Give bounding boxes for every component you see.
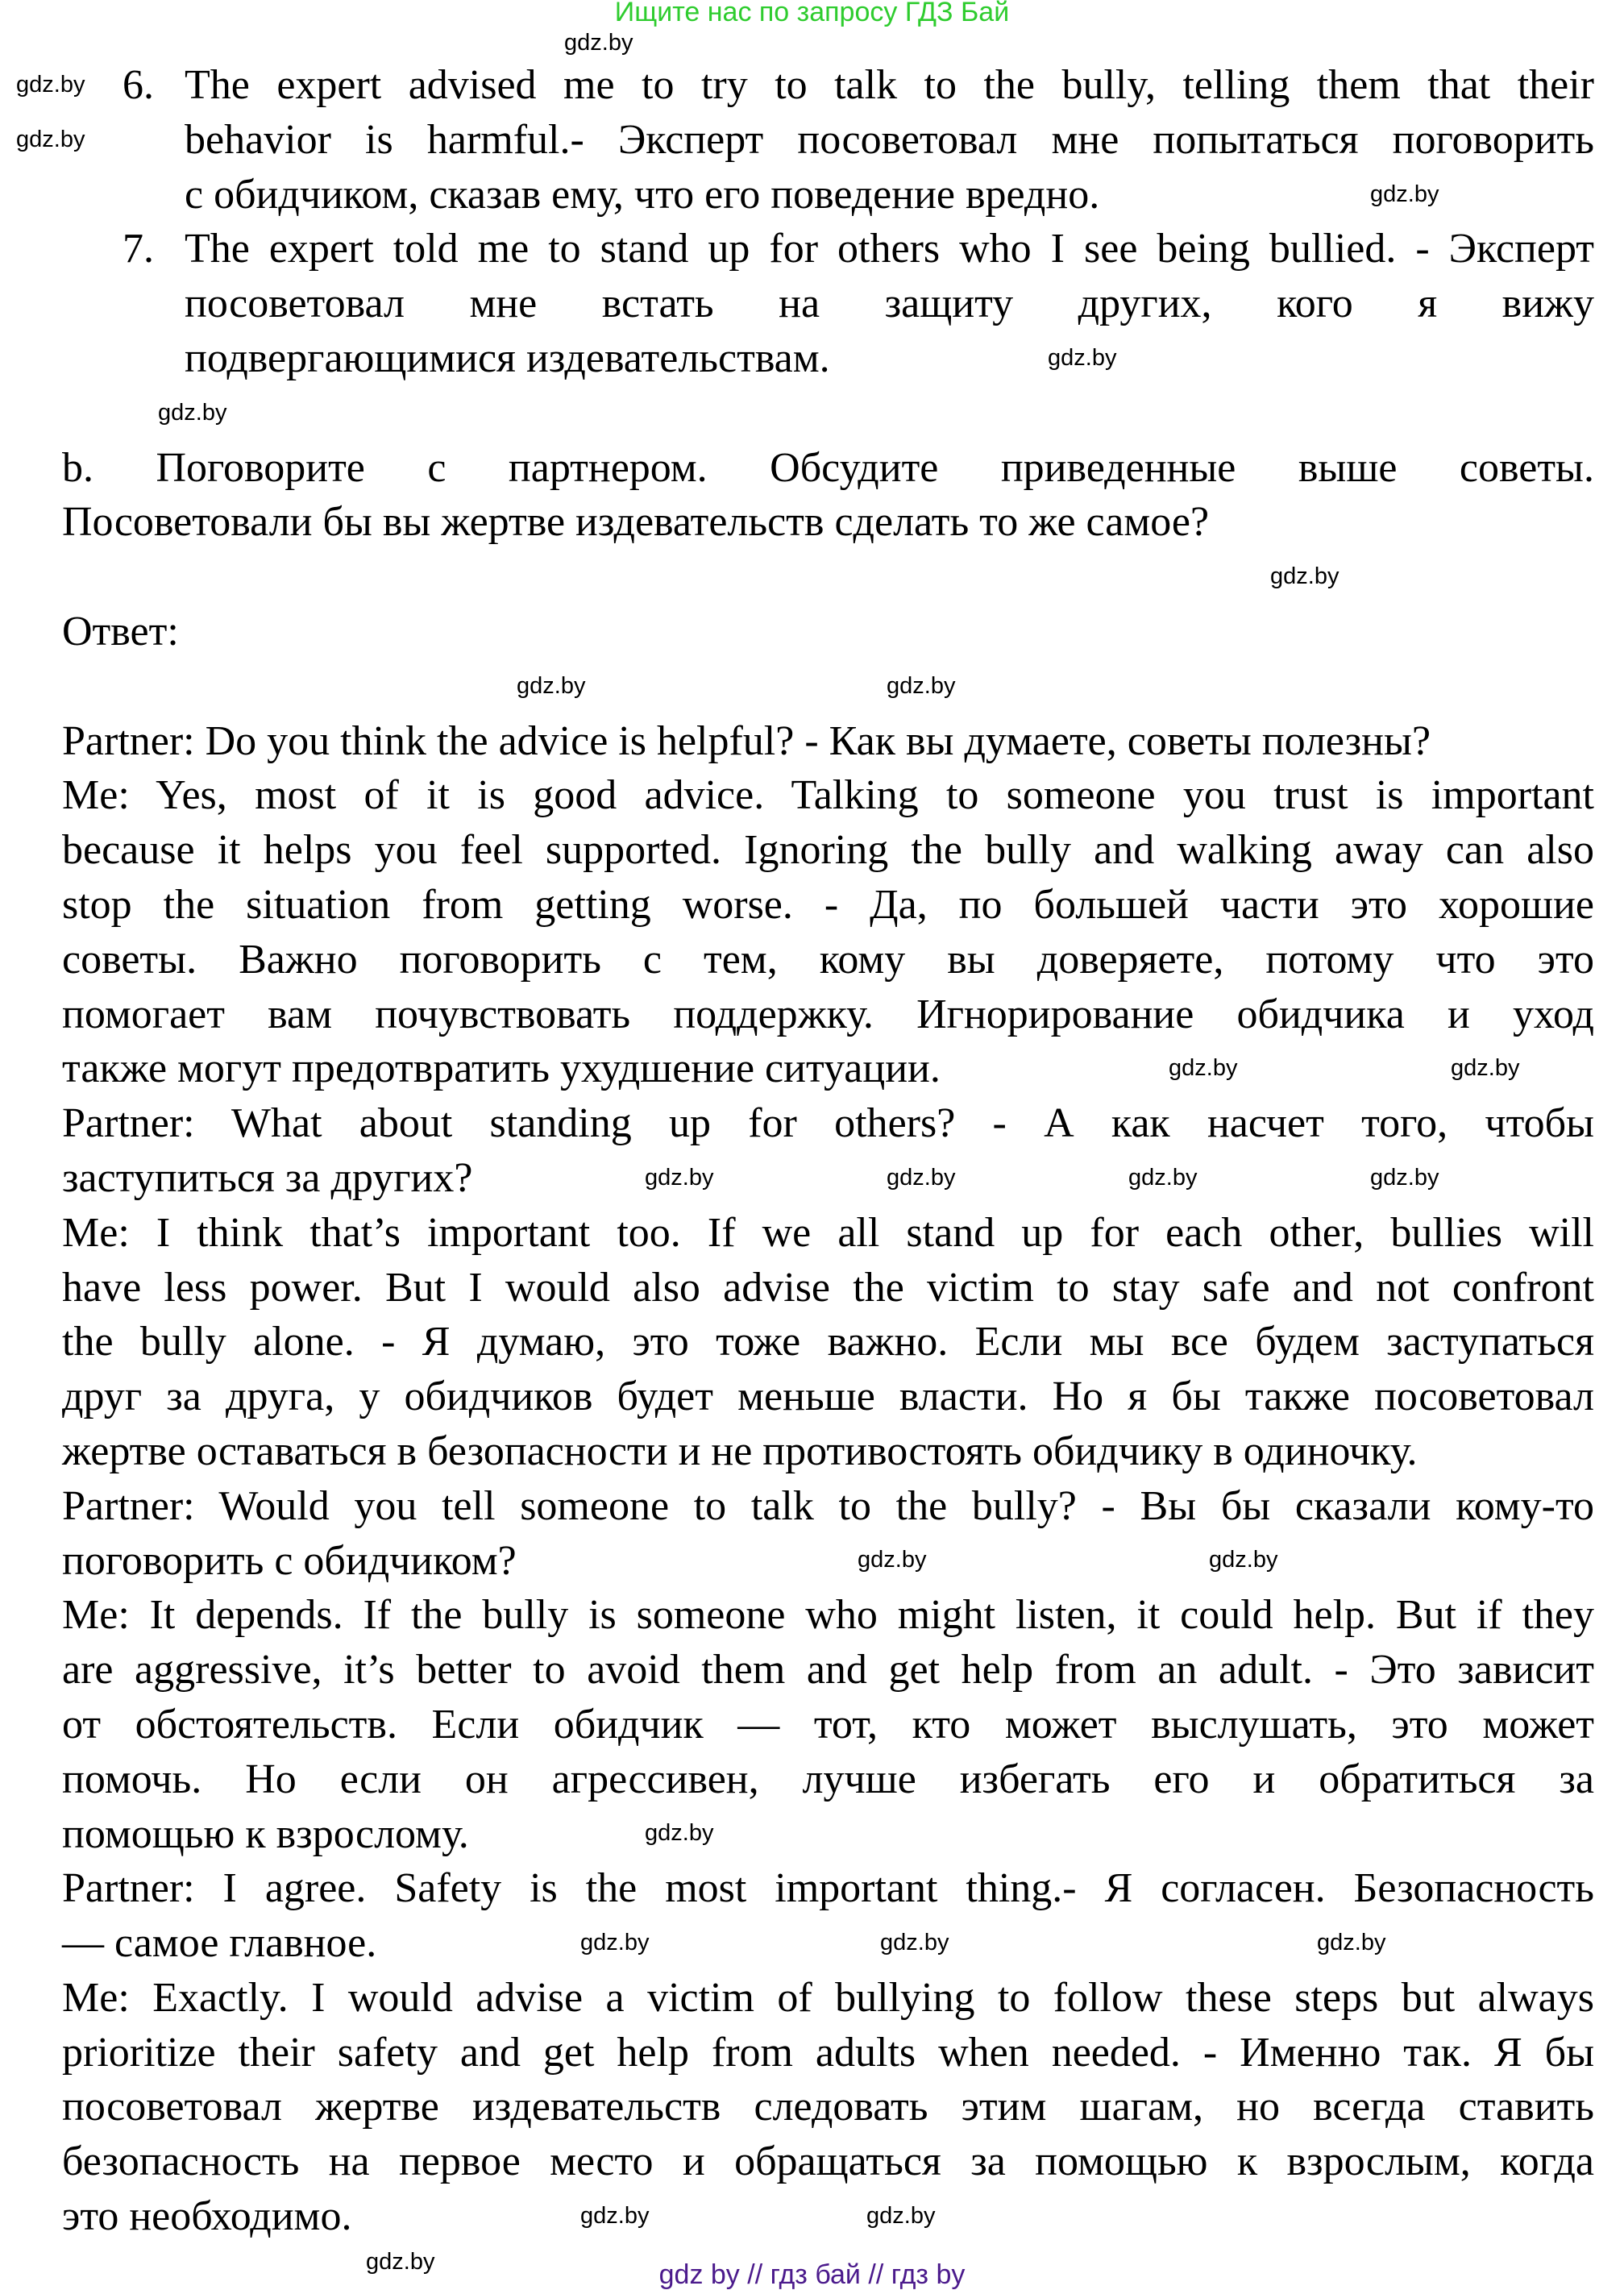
watermark: gdz.by: [1451, 1055, 1520, 1081]
footer-links[interactable]: gdz by // гдз бай // гдз by: [658, 2259, 966, 2290]
dialogue-turn: [0, 714, 1624, 769]
text-line: the bully alone. - Я думаю, это тоже важно. Если мы все будем заступаться: [62, 1319, 1594, 1365]
watermark: gdz.by: [1169, 1055, 1238, 1081]
watermark: gdz.by: [580, 2203, 650, 2229]
text-line: жертве оставаться в безопасности и не противостоять обидчику в одиночку.: [62, 1428, 1418, 1474]
text-line: Me: Yes, most of it is good advice. Talking to someone you trust is important: [62, 772, 1594, 819]
text-line: Me: Exactly. I would advise a victim of bullying to follow these steps but always: [62, 1974, 1594, 2021]
text-line: are aggressive, it’s better to avoid them and get help from an adult. - Это зависит: [62, 1647, 1594, 1694]
watermark: gdz.by: [564, 30, 633, 56]
blank-line: [0, 386, 1624, 441]
text-line: подвергающимися издевательствам.: [185, 335, 830, 381]
dialogue-turn: [0, 1479, 1624, 1589]
text-line: посоветовал жертве издевательств следовать этим шагам, но всегда ставить: [62, 2084, 1594, 2130]
text-line: stop the situation from getting worse. - Да, по большей части это хорошие: [62, 881, 1594, 928]
text-line: помогает вам почувствовать поддержку. Игнорирование обидчика и уход: [62, 991, 1594, 1037]
text-line: Partner: I agree. Safety is the most important thing.- Я согласен. Безопасность: [62, 1865, 1594, 1912]
text-line: посоветовал мне встать на защиту других, кого я вижу: [185, 281, 1594, 327]
dialogue-turn: [0, 1588, 1624, 1861]
text-line: Partner: What about standing up for others? - А как насчет того, чтобы: [62, 1100, 1594, 1147]
watermark: gdz.by: [645, 1820, 714, 1846]
watermark: gdz.by: [887, 673, 956, 699]
watermark: gdz.by: [16, 127, 85, 152]
text-line: поговорить с обидчиком?: [62, 1537, 517, 1584]
watermark: gdz.by: [1048, 345, 1117, 371]
text-line: because it helps you feel supported. Ignoring the bully and walking away can also: [62, 827, 1594, 874]
text-line: The expert told me to stand up for others who I see being bullied. - Эксперт: [185, 226, 1594, 272]
search-banner[interactable]: Ищите нас по запросу ГДЗ Бай: [614, 0, 1010, 27]
item-number: 6.: [123, 62, 154, 108]
watermark: gdz.by: [887, 1165, 956, 1191]
text-line: b. Поговорите с партнером. Обсудите приведенные выше советы.: [62, 444, 1594, 491]
text-line: помощью к взрослому.: [62, 1810, 469, 1857]
text-line: The expert advised me to try to talk to the bully, telling them that their: [185, 62, 1594, 108]
text-line: помочь. Но если он агрессивен, лучше избегать его и обратиться за: [62, 1756, 1594, 1802]
watermark: gdz.by: [1209, 1547, 1278, 1573]
watermark: gdz.by: [1270, 563, 1339, 589]
blank-line: [0, 550, 1624, 605]
dialogue-turn: [0, 1206, 1624, 1479]
dialogue-turn: [0, 768, 1624, 1096]
watermark: gdz.by: [580, 1930, 650, 1955]
task-b-prompt: [0, 441, 1624, 551]
text-line: Me: It depends. If the bully is someone who might listen, it could help. But if they: [62, 1592, 1594, 1639]
text-line: Me: I think that’s important too. If we all stand up for each other, bullies will: [62, 1209, 1594, 1256]
item-number: 7.: [123, 226, 154, 272]
text-line: Partner: Do you think the advice is helpful? - Как вы думаете, советы полезны?: [62, 717, 1431, 764]
text-line: Посоветовали бы вы жертве издевательств сделать то же самое?: [62, 499, 1210, 546]
text-line: заступиться за других?: [62, 1154, 473, 1201]
answer-label: [0, 605, 1624, 659]
watermark: gdz.by: [517, 673, 586, 699]
text-line: безопасность на первое место и обращаться за помощью к взрослым, когда: [62, 2138, 1594, 2185]
watermark: gdz.by: [16, 72, 85, 98]
document-body: [0, 58, 1624, 2244]
watermark: gdz.by: [158, 400, 227, 426]
text-line: с обидчиком, сказав ему, что его поведение вредно.: [185, 171, 1100, 218]
text-line: Partner: Would you tell someone to talk to the bully? - Вы бы сказали кому-то: [62, 1482, 1594, 1529]
list-item-7: [0, 222, 1624, 385]
text-line: от обстоятельств. Если обидчик — тот, кто может выслушать, это может: [62, 1701, 1594, 1748]
text-line: have less power. But I would also advise the victim to stay safe and not confront: [62, 1264, 1594, 1311]
watermark: gdz.by: [1370, 1165, 1439, 1191]
text-line: также могут предотвратить ухудшение ситуации.: [62, 1045, 941, 1092]
text-line: Ответ:: [62, 608, 179, 655]
watermark: gdz.by: [1370, 181, 1439, 207]
text-line: советы. Важно поговорить с тем, кому вы доверяете, потому что это: [62, 936, 1594, 983]
text-line: — самое главное.: [62, 1920, 377, 1967]
watermark: gdz.by: [880, 1930, 949, 1955]
watermark: gdz.by: [866, 2203, 936, 2229]
watermark: gdz.by: [366, 2249, 435, 2275]
watermark: gdz.by: [1317, 1930, 1386, 1955]
watermark: gdz.by: [645, 1165, 714, 1191]
text-line: это необходимо.: [62, 2193, 352, 2240]
text-line: друг за друга, у обидчиков будет меньше власти. Но я бы также посоветовал: [62, 1374, 1594, 1420]
dialogue-turn: [0, 1971, 1624, 2244]
watermark: gdz.by: [1128, 1165, 1198, 1191]
text-line: behavior is harmful.- Эксперт посоветовал мне попытаться поговорить: [185, 116, 1594, 163]
watermark: gdz.by: [858, 1547, 927, 1573]
blank-line: [0, 659, 1624, 714]
text-line: prioritize their safety and get help from adults when needed. - Именно так. Я бы: [62, 2029, 1594, 2076]
